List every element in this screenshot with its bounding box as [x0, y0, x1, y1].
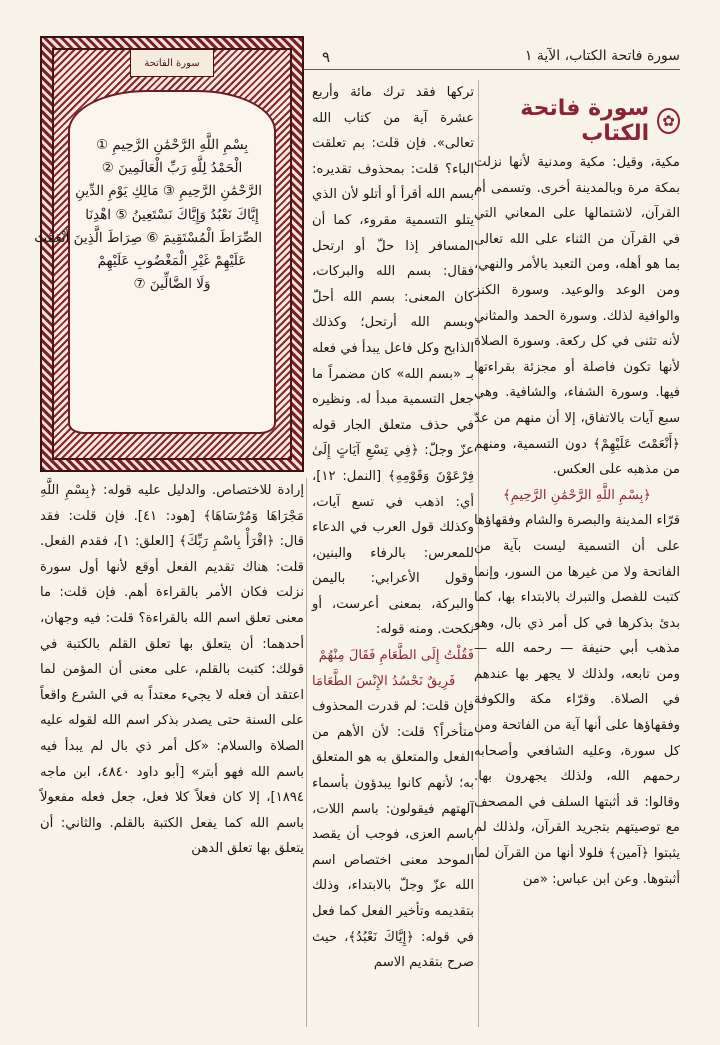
commentary-paragraph: فإن قلت: لم قدرت المحذوف متأخراً؟ قلت: لأن الأهم من الفعل والمتعلق به هو المتعلق به؛ لأنهم كانوا يبدؤون بأسماء آلهتهم فيقولون: باسم اللات، باسم العزى، فوجب أن يقصد الموحد معنى اختصاص اسم الله عزّ وجلّ بالابتداء، وذلك بتقديمه وتأخير الفعل كما فعل في قوله: ﴿إِيَّاكَ نَعْبُدُ﴾، حيث صرح بتقديم الاسم [312, 699, 474, 971]
page-number: ٩ [322, 48, 331, 66]
verse-line: إِيَّاكَ نَعْبُدُ وَإِيَّاكَ نَسْتَعِينُ ⑤ اهْدِنَا [85, 206, 259, 223]
verse-line: الرَّحْمَٰنِ الرَّحِيمِ ③ مَالِكِ يَوْمِ الدِّينِ [75, 183, 262, 200]
verse-line: الصِّرَاطَ الْمُسْتَقِيمَ ⑥ صِرَاطَ الَّذِينَ أَنْعَمْتَ [34, 229, 262, 246]
commentary-column-middle [312, 80, 474, 976]
commentary-column-left [40, 478, 304, 862]
surah-title-label: سورة فاتحة الكتاب [520, 96, 650, 146]
poem-verse: فَقُلْتُ إِلَى الطَّعَامِ فَقَالَ مِنْهُمْ [318, 648, 474, 664]
commentary-paragraph: إرادة للاختصاص. والدليل عليه قوله: ﴿بِسْمِ اللَّهِ مَجْرَاهَا وَمُرْسَاهَا﴾ [هود: ٤١]. فإن قلت: فقد قال: ﴿اقْرَأْ بِاسْمِ رَبِّكَ﴾ [العلق: ١]، فقدم الفعل. قلت: هناك تقديم الفعل أوقع لأنها أول سورة نزلت فكان الأمر بالقراءة أهم. فإن قلت: ما معنى تعلق اسم الله بالقراءة؟ قلت: فيه وجهان، أحدهما: أن يتعلق بها تعلق القلم بالكتبة في قولك: كتبت بالقلم، على معنى أن المؤمن لما اعتقد أن فعله لا يجيء معتداً به في الشرع واقعاً على السنة حتى يصدر بذكر اسم الله لقوله عليه الصلاة والسلام: «كل أمر ذي بال لم يبدأ فيه باسم الله فهو أبتر» [أبو داود ٤٨٤٠، ابن ماجه ١٨٩٤]، إلا كان فعلاً كلا فعل، جعل فعله مفعولاً باسم الله كما يفعل الكتبة بالقلم. والثاني: أن يتعلق بها تعلق الدهن [40, 483, 304, 857]
commentary-paragraph: قرّاء المدينة والبصرة والشام وفقهاؤها على أن التسمية ليست بآية من الفاتحة ولا من غيرها من السور، وإنما كتبت للفصل والتبرك بالابتداء بها، كما بدئ بذكرها في كل أمر ذي بال، وهو مذهب أبي حنيفة — رحمه الله — ومن تابعه، ولذلك لا يجهر بها عندهم في الصلاة. وقرّاء مكة والكوفة وفقهاؤها على أنها آية من الفاتحة ومن كل سورة، وعليه الشافعي وأصحابه رحمهم الله، ولذلك يجهرون بها. وقالوا: قد أثبتها السلف في المصحف مع توصيتهم بتجريد القرآن، ولذلك لم يثبتوا ﴿آمين﴾ فلولا أنها من القرآن لما أثبتوها. وعن ابن عباس: «من [474, 513, 680, 887]
surah-title [474, 96, 680, 146]
commentary-paragraph: مكية، وقيل: مكية ومدنية لأنها نزلت بمكة مرة وبالمدينة أخرى. وتسمى أم القرآن، لاشتمالها على المعاني التي في القرآن من الثناء على الله تعالى بما هو أهله، ومن التعبد بالأمر والنهي، ومن الوعد والوعيد. وسورة الكنز والوافية لذلك. وسورة الحمد والمثاني لأنه تثنى في كل ركعة. وسورة الصلاة لأنها تكون فاصلة أو مجزئة بقراءتها فيها. وسورة الشفاء، والشافية. وهي سبع آيات بالاتفاق، إلا أن منهم من عدّ ﴿أَنْعَمْتَ عَلَيْهِمْ﴾ دون التسمية، ومنهم من مذهبه على العكس. [474, 155, 680, 478]
frame-surah-tab: سورة الفاتحة [130, 49, 214, 77]
verse-line: وَلَا الضَّالِّينَ ⑦ [133, 276, 211, 293]
commentary-paragraph: تركها فقد ترك مائة وأربع عشرة آية من كتاب الله تعالى». فإن قلت: بم تعلقت الباء؟ قلت: بمحذوف تقديره: بسم الله أقرأ أو أتلو لأن الذي يتلو التسمية مقروء، كما أن المسافر إذا حلّ أو ارتحل فقال: بسم الله والبركات، كان المعنى: بسم الله أحلّ وبسم الله أرتحل؛ وكذلك الذابح وكل فاعل يبدأ في فعله بـ «بسم الله» كان مضمراً ما جعل التسمية مبدأ له. ونظيره في حذف متعلق الجار قوله عزّ وجلّ: ﴿فِي تِسْعِ آيَاتٍ إِلَىٰ فِرْعَوْنَ وَقَوْمِهِ﴾ [النمل: ١٢]، أي: اذهب في تسع آيات، وكذلك قول العرب في الدعاء للمعرس: بالرفاء والبنين، وقول الأعرابي: باليمن والبركة، بمعنى أعرست، أو نكحت. ومنه قوله: [312, 85, 474, 638]
verse-line: بِسْمِ اللَّهِ الرَّحْمَٰنِ الرَّحِيمِ ① [95, 137, 249, 153]
verse-line: الْحَمْدُ لِلَّهِ رَبِّ الْعَالَمِينَ ② [101, 160, 243, 177]
fatiha-text-panel [34, 90, 276, 434]
ornamental-frame [34, 36, 304, 472]
running-header-title: سورة فاتحة الكتاب، الآية ١ [524, 48, 680, 64]
basmala-heading: ﴿بِسْمِ اللَّهِ الرَّحْمَٰنِ الرَّحِيمِ﴾ [503, 487, 651, 503]
poem-verse: فَرِيقٌ نَحْسُدُ الإِنْسَ الطَّعَامَا [312, 673, 456, 689]
verse-line: عَلَيْهِمْ غَيْرِ الْمَغْضُوبِ عَلَيْهِمْ [97, 253, 247, 270]
rosette-icon: ✿ [657, 108, 680, 134]
column-divider [306, 478, 307, 1027]
ornamental-band [34, 48, 292, 460]
commentary-column-right [474, 150, 680, 892]
